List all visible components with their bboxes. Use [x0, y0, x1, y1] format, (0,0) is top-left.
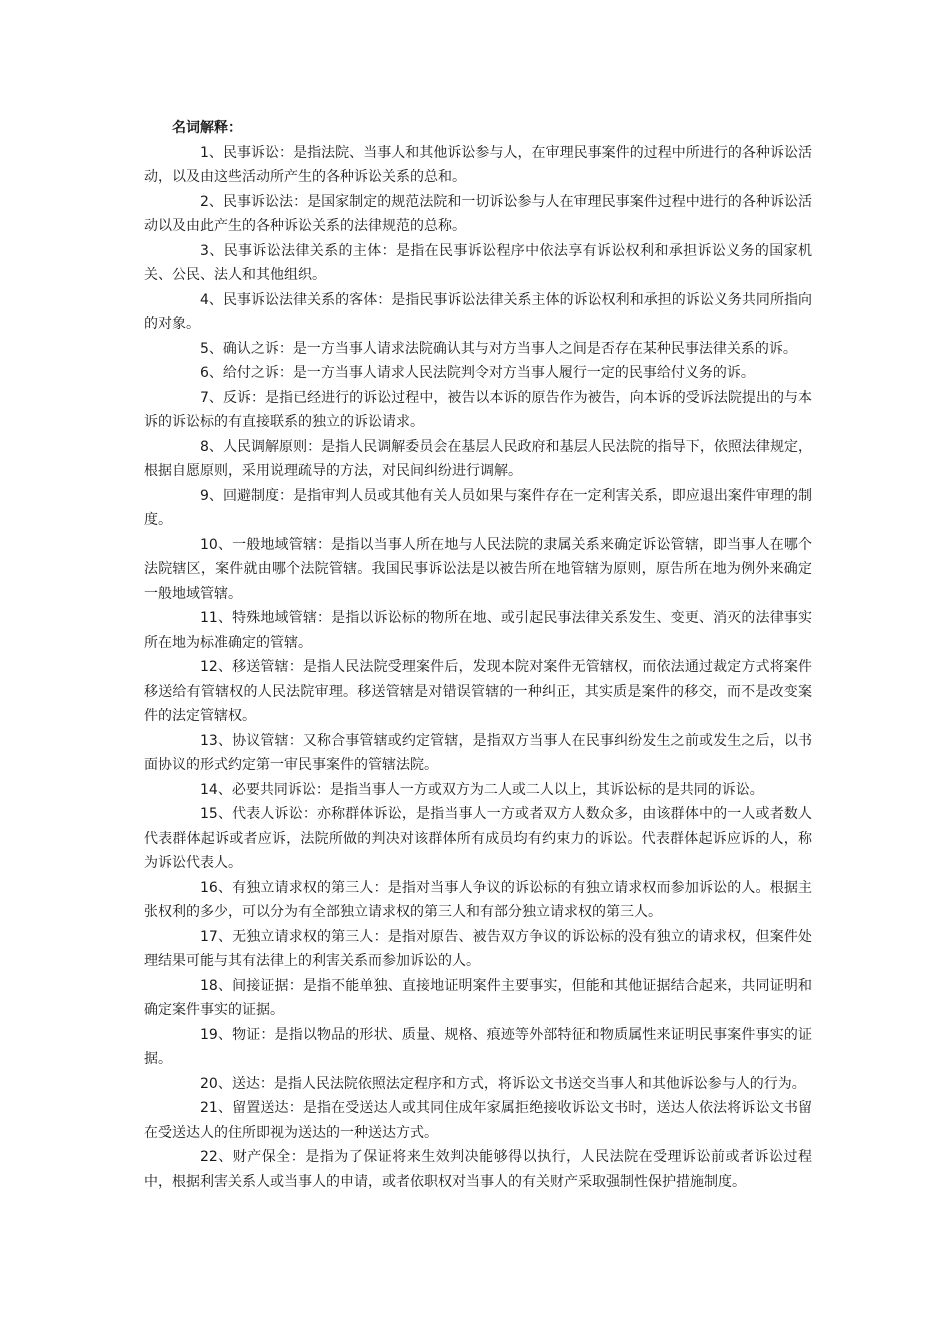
term-definition-5: 5、确认之诉：是一方当事人请求法院确认其与对方当事人之间是否存在某种民事法律关系的诉。	[200, 340, 797, 357]
term-definition-7: 7、反诉：是指已经进行的诉讼过程中，被告以本诉的原告作为被告，向本诉的受诉法院提出的与本诉的诉讼标的有直接联系的独立的诉讼请求。	[144, 389, 812, 430]
term-definition-18: 18、间接证据：是指不能单独、直接地证明案件主要事实，但能和其他证据结合起来，共同证明和确定案件事实的证据。	[144, 977, 812, 1018]
term-definition-3: 3、民事诉讼法律关系的主体：是指在民事诉讼程序中依法享有诉讼权利和承担诉讼义务的国家机关、公民、法人和其他组织。	[144, 242, 812, 283]
term-definition-17: 17、无独立请求权的第三人：是指对原告、被告双方争议的诉讼标的没有独立的请求权，但案件处理结果可能与其有法律上的利害关系而参加诉讼的人。	[144, 928, 812, 969]
term-definition-15: 15、代表人诉讼：亦称群体诉讼，是指当事人一方或者双方人数众多，由该群体中的一人或者数人代表群体起诉或者应诉，法院所做的判决对该群体所有成员均有约束力的诉讼。代表群体起诉应诉的人，称为诉讼代表人。	[144, 806, 812, 871]
term-definition-22: 22、财产保全：是指为了保证将来生效判决能够得以执行，人民法院在受理诉讼前或者诉讼过程中，根据利害关系人或当事人的申请，或者依职权对当事人的有关财产采取强制性保护措施制度。	[144, 1149, 812, 1190]
document-body	[144, 116, 812, 1194]
term-definition-20: 20、送达：是指人民法院依照法定程序和方式，将诉讼文书送交当事人和其他诉讼参与人的行为。	[200, 1075, 806, 1092]
term-definition-16: 16、有独立请求权的第三人：是指对当事人争议的诉讼标的有独立请求权而参加诉讼的人。根据主张权利的多少，可以分为有全部独立请求权的第三人和有部分独立请求权的第三人。	[144, 879, 812, 920]
term-definition-12: 12、移送管辖：是指人民法院受理案件后，发现本院对案件无管辖权，而依法通过裁定方式将案件移送给有管辖权的人民法院审理。移送管辖是对错误管辖的一种纠正，其实质是案件的移交，而不是改变案件的法定管辖权。	[144, 659, 812, 724]
term-definition-8: 8、人民调解原则：是指人民调解委员会在基层人民政府和基层人民法院的指导下，依照法律规定，根据自愿原则，采用说理疏导的方法，对民间纠纷进行调解。	[144, 438, 812, 479]
term-definition-2: 2、民事诉讼法：是国家制定的规范法院和一切诉讼参与人在审理民事案件过程中进行的各种诉讼活动以及由此产生的各种诉讼关系的法律规范的总称。	[144, 193, 812, 234]
term-definition-6: 6、给付之诉：是一方当事人请求人民法院判令对方当事人履行一定的民事给付义务的诉。	[200, 365, 755, 381]
term-definition-13: 13、协议管辖：又称合事管辖或约定管辖，是指双方当事人在民事纠纷发生之前或发生之后，以书面协议的形式约定第一审民事案件的管辖法院。	[144, 732, 812, 773]
term-definition-1: 1、民事诉讼：是指法院、当事人和其他诉讼参与人，在审理民事案件的过程中所进行的各种诉讼活动，以及由这些活动所产生的各种诉讼关系的总和。	[144, 144, 812, 185]
term-definition-21: 21、留置送达：是指在受送达人或其同住成年家属拒绝接收诉讼文书时，送达人依法将诉讼文书留在受送达人的住所即视为送达的一种送达方式。	[144, 1100, 812, 1141]
section-heading: 名词解释：	[172, 120, 242, 136]
term-definition-9: 9、回避制度：是指审判人员或其他有关人员如果与案件存在一定利害关系，即应退出案件审理的制度。	[144, 487, 812, 528]
term-definition-11: 11、特殊地域管辖：是指以诉讼标的物所在地、或引起民事法律关系发生、变更、消灭的法律事实所在地为标准确定的管辖。	[144, 610, 812, 651]
term-definition-10: 10、一般地域管辖：是指以当事人所在地与人民法院的隶属关系来确定诉讼管辖，即当事人在哪个法院辖区，案件就由哪个法院管辖。我国民事诉讼法是以被告所在地管辖为原则，原告所在地为例外来确定一般地域管辖。	[144, 536, 812, 602]
term-definition-19: 19、物证：是指以物品的形状、质量、规格、痕迹等外部特征和物质属性来证明民事案件事实的证据。	[144, 1026, 812, 1067]
term-definition-14: 14、必要共同诉讼：是指当事人一方或双方为二人或二人以上，其诉讼标的是共同的诉讼。	[200, 781, 764, 798]
term-definition-4: 4、民事诉讼法律关系的客体：是指民事诉讼法律关系主体的诉讼权利和承担的诉讼义务共同所指向的对象。	[144, 291, 812, 332]
